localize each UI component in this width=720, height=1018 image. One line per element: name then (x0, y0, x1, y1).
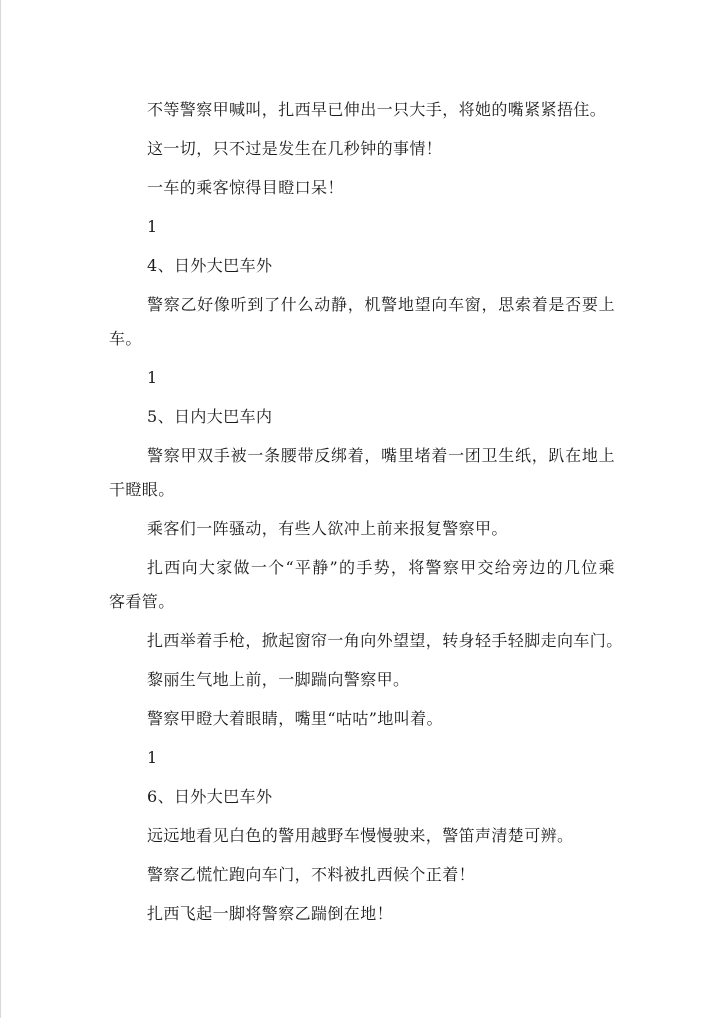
paragraph-line: 扎西向大家做一个“平静”的手势，将警察甲交给旁边的几位乘 (147, 558, 615, 577)
paragraph-line: 远远地看见白色的警用越野车慢慢驶来，警笛声清楚可辨。 (147, 826, 574, 845)
page-number-marker: 1 (147, 368, 158, 387)
paragraph-line-continued: 干瞪眼。 (109, 480, 175, 499)
paragraph-line: 这一切，只不过是发生在几秒钟的事情！ (147, 139, 443, 158)
paragraph-line: 警察甲瞪大着眼睛，嘴里“咕咕”地叫着。 (147, 709, 443, 728)
page-number-marker: 1 (147, 748, 158, 767)
scene-heading: 6、日外大巴车外 (147, 787, 273, 806)
paragraph-line: 警察甲双手被一条腰带反绑着，嘴里堵着一团卫生纸，趴在地上 (147, 446, 615, 465)
document-body (109, 93, 623, 931)
paragraph-line: 警察乙好像听到了什么动静，机警地望向车窗，思索着是否要上 (147, 295, 615, 314)
paragraph-line-continued: 车。 (109, 329, 142, 348)
paragraph-line: 黎丽生气地上前，一脚踹向警察甲。 (147, 670, 410, 689)
paragraph-line: 乘客们一阵骚动，有些人欲冲上前来报复警察甲。 (147, 519, 508, 538)
paragraph-line: 不等警察甲喊叫，扎西早已伸出一只大手，将她的嘴紧紧捂住。 (147, 100, 607, 119)
paragraph-line: 扎西飞起一脚将警察乙踹倒在地！ (147, 904, 394, 923)
paragraph-line: 一车的乘客惊得目瞪口呆！ (147, 178, 344, 197)
page-number-marker: 1 (147, 217, 158, 236)
paragraph-line: 扎西举着手枪，掀起窗帘一角向外望望，转身轻手轻脚走向车门。 (147, 631, 623, 650)
paragraph-line: 警察乙慌忙跑向车门，不料被扎西候个正着！ (147, 865, 476, 884)
scene-heading: 5、日内大巴车内 (147, 407, 273, 426)
paragraph-line-continued: 客看管。 (109, 592, 175, 611)
scene-heading: 4、日外大巴车外 (147, 256, 273, 275)
